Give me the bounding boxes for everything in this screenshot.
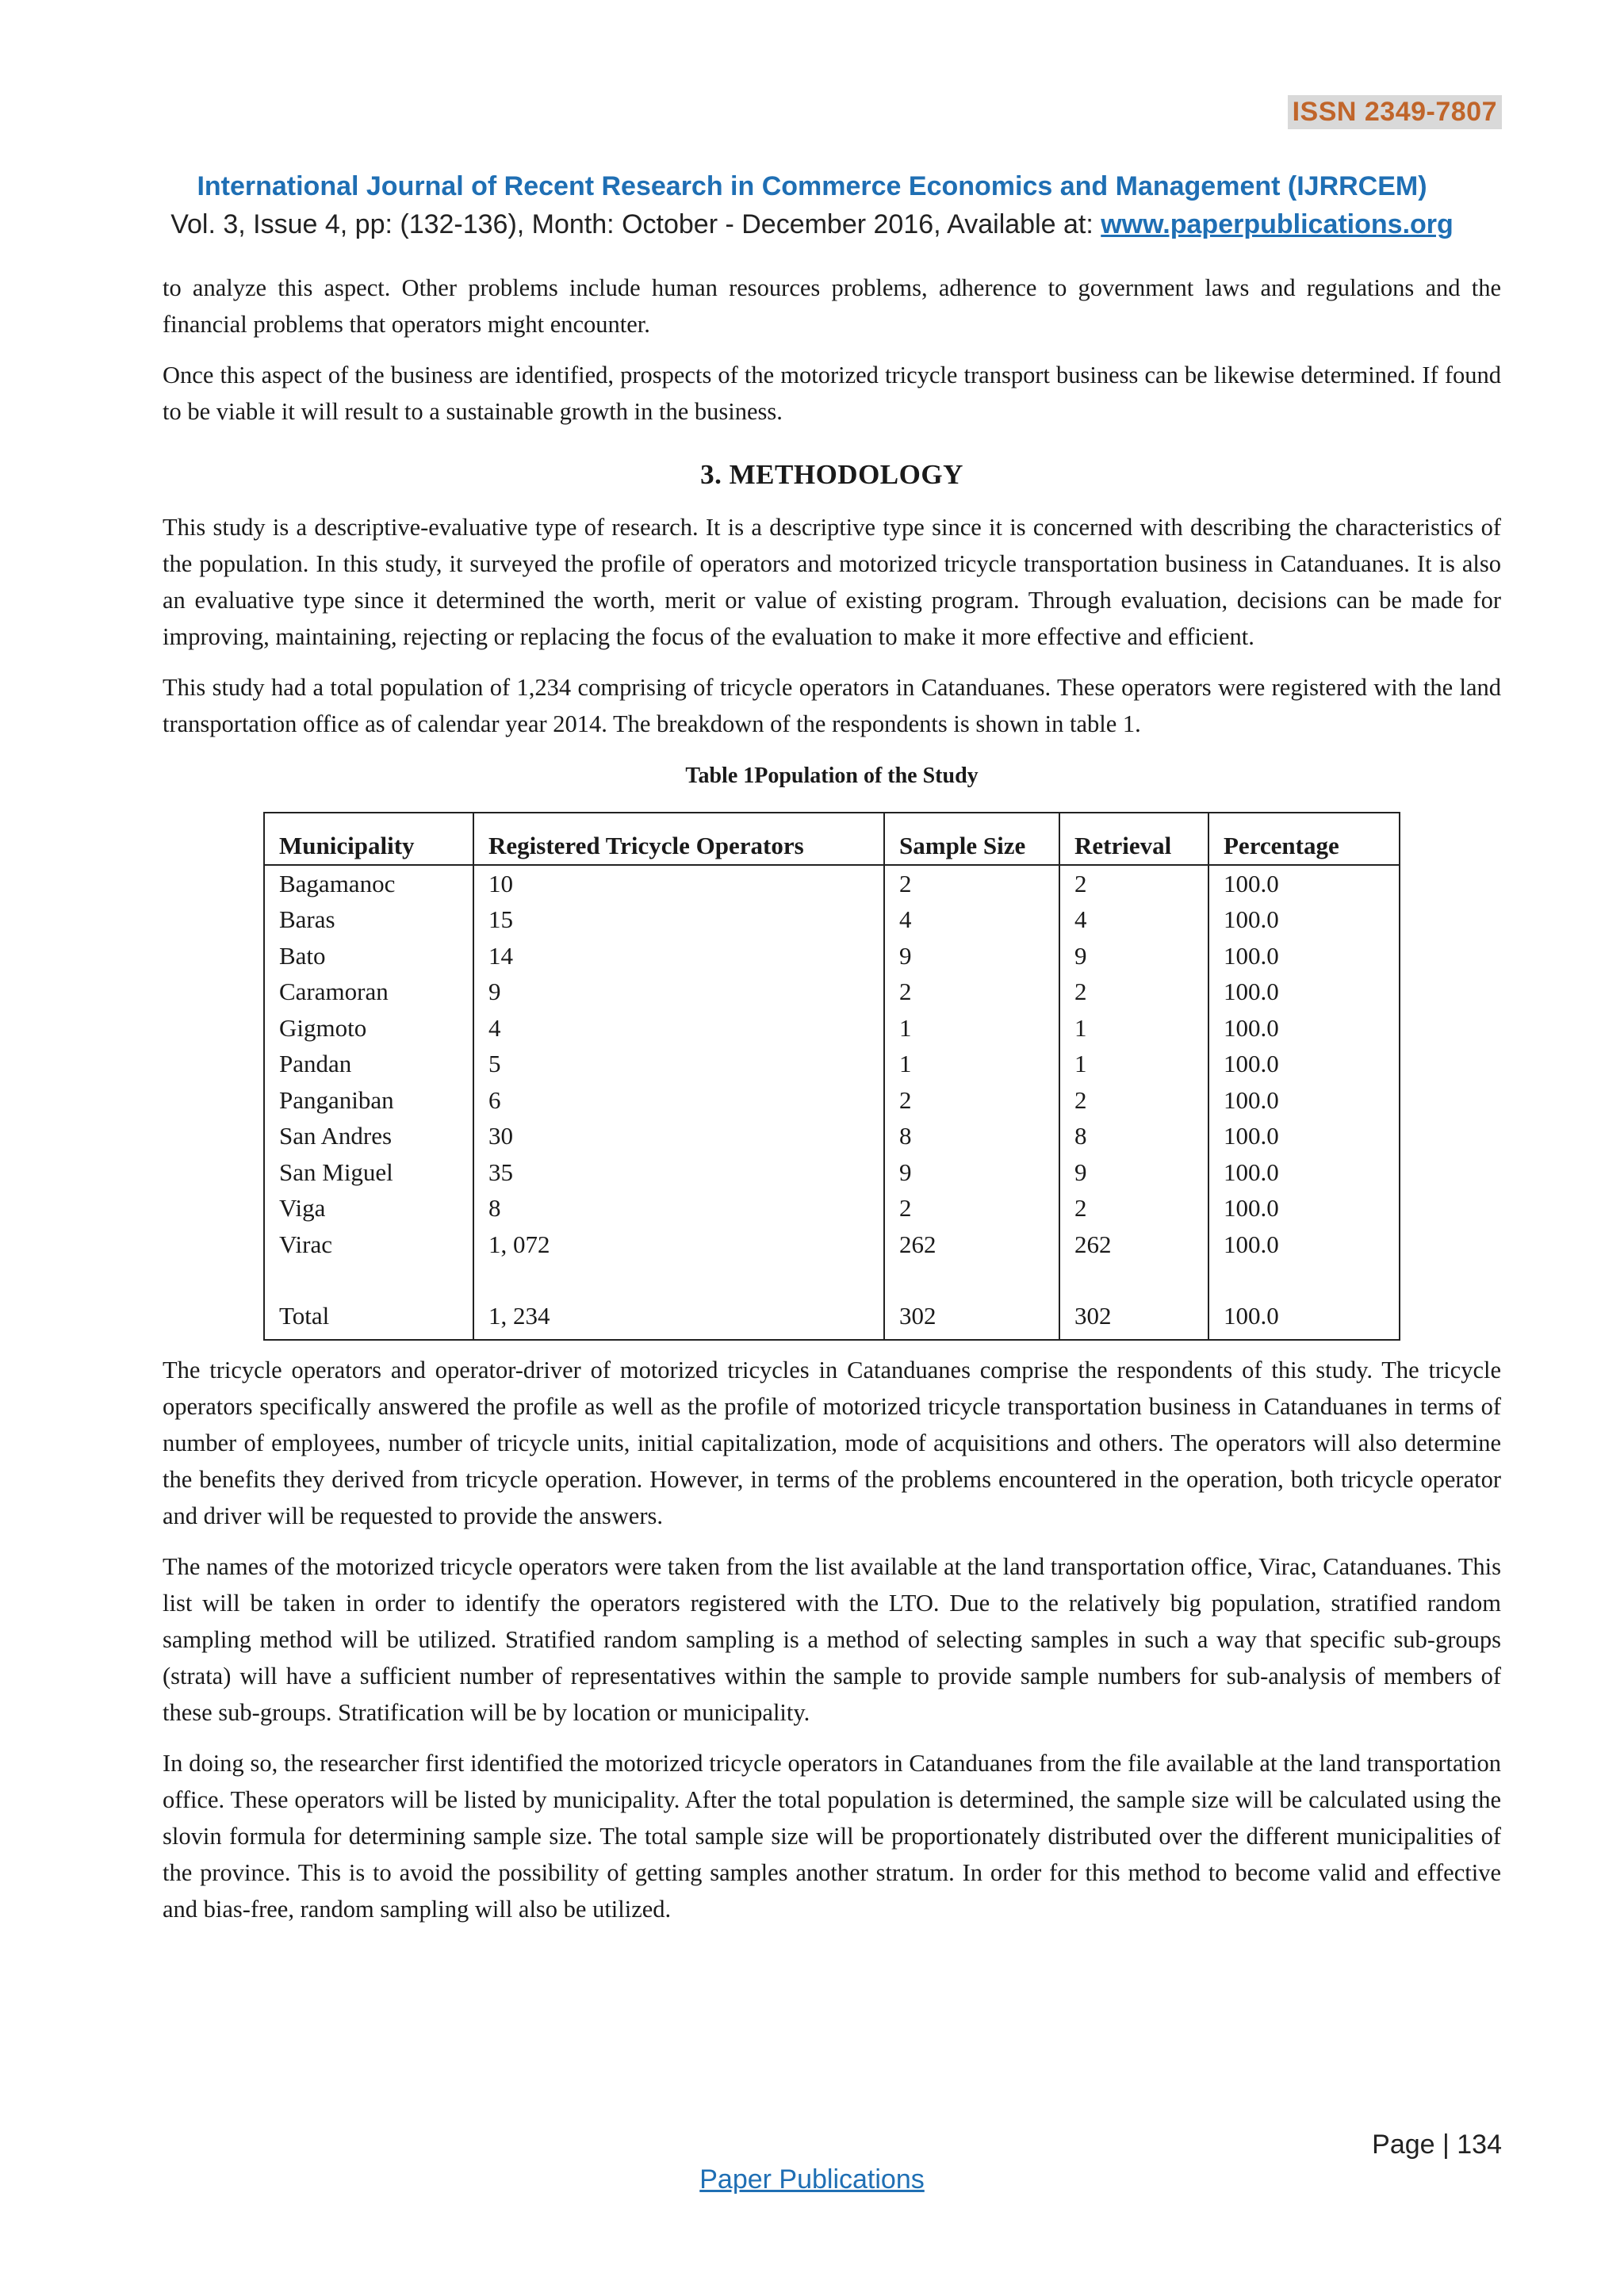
paragraph-4: This study had a total population of 1,234 comprising of tricycle operators in Catanduanes. These operators were registered with the land transportation office as of calendar year 2014. The breakdown of the respondents is shown in table 1. xyxy=(163,674,1501,737)
cell-retrieval: 2 xyxy=(1059,1082,1208,1119)
journal-website-link[interactable]: www.paperpublications.org xyxy=(1101,209,1454,239)
cell-sample: 2 xyxy=(884,1190,1059,1226)
cell-total-percentage: 100.0 xyxy=(1208,1298,1400,1340)
cell-registered: 30 xyxy=(473,1118,884,1154)
volume-info: Vol. 3, Issue 4, pp: (132-136), Month: October - December 2016, Available at: xyxy=(170,209,1101,239)
cell-municipality: San Andres xyxy=(264,1118,473,1154)
cell-registered: 4 xyxy=(473,1010,884,1047)
cell-municipality: San Miguel xyxy=(264,1154,473,1191)
cell-total-label: Total xyxy=(264,1298,473,1340)
spacer-cell xyxy=(473,1262,884,1298)
section-heading-methodology: 3. METHODOLOGY xyxy=(700,459,963,490)
paragraph-5: The tricycle operators and operator-driver of motorized tricycles in Catanduanes comprise the respondents of this study. The tricycle operators specifically answered the profile as well as the profile of motorized tricycle transportation business in Catanduanes in terms of number of employees, number of tricycle units, initial capitalization, mode of acquisitions and others. The operators will also determine the benefits they derived from tricycle operation. However, in terms of the problems encountered in the operation, both tricycle operator and driver will be requested to provide the answers. xyxy=(163,1356,1501,1529)
cell-municipality: Panganiban xyxy=(264,1082,473,1119)
table-caption: Table 1Population of the Study xyxy=(685,763,979,788)
header-sample-size: Sample Size xyxy=(884,813,1059,865)
cell-total-registered: 1, 234 xyxy=(473,1298,884,1340)
cell-percentage: 100.0 xyxy=(1208,1046,1400,1082)
cell-retrieval: 2 xyxy=(1059,974,1208,1010)
cell-sample: 9 xyxy=(884,938,1059,974)
table-row xyxy=(264,938,1400,974)
cell-retrieval: 2 xyxy=(1059,865,1208,902)
cell-registered: 10 xyxy=(473,865,884,902)
cell-municipality: Bato xyxy=(264,938,473,974)
table-row xyxy=(264,1154,1400,1191)
cell-municipality: Baras xyxy=(264,901,473,938)
cell-percentage: 100.0 xyxy=(1208,1154,1400,1191)
cell-registered: 35 xyxy=(473,1154,884,1191)
cell-percentage: 100.0 xyxy=(1208,1010,1400,1047)
table-row xyxy=(264,901,1400,938)
publisher-footer-link[interactable]: Paper Publications xyxy=(699,2164,925,2195)
spacer-cell xyxy=(264,1262,473,1298)
cell-percentage: 100.0 xyxy=(1208,1082,1400,1119)
paragraph-7: In doing so, the researcher first identified the motorized tricycle operators in Catanduanes from the file available at the land transportation office. These operators will be listed by municipality. After the total population is determined, the sample size will be calculated using the slovin formula for determining sample size. The total sample size will be proportionately distributed over the different municipalities of the province. This is to avoid the possibility of getting samples another stratum. In order for this method to become valid and effective and bias-free, random sampling will also be utilized. xyxy=(163,1749,1501,1923)
cell-retrieval: 9 xyxy=(1059,1154,1208,1191)
cell-municipality: Virac xyxy=(264,1226,473,1263)
spacer-cell xyxy=(1208,1262,1400,1298)
cell-percentage: 100.0 xyxy=(1208,974,1400,1010)
cell-retrieval: 2 xyxy=(1059,1190,1208,1226)
cell-retrieval: 9 xyxy=(1059,938,1208,974)
cell-registered: 14 xyxy=(473,938,884,974)
table-total-row xyxy=(264,1298,1400,1340)
cell-registered: 8 xyxy=(473,1190,884,1226)
paragraph-1: to analyze this aspect. Other problems include human resources problems, adherence to government laws and regulations and the financial problems that operators might encounter. xyxy=(163,274,1501,338)
cell-sample: 1 xyxy=(884,1046,1059,1082)
table-header-row xyxy=(264,813,1400,865)
table-row xyxy=(264,1082,1400,1119)
paragraph-2: Once this aspect of the business are identified, prospects of the motorized tricycle transport business can be likewise determined. If found to be viable it will result to a sustainable growth in the business. xyxy=(163,362,1501,425)
cell-sample: 8 xyxy=(884,1118,1059,1154)
journal-volume-line xyxy=(0,209,1624,240)
spacer-cell xyxy=(884,1262,1059,1298)
cell-retrieval: 8 xyxy=(1059,1118,1208,1154)
cell-sample: 262 xyxy=(884,1226,1059,1263)
table-row xyxy=(264,1190,1400,1226)
cell-percentage: 100.0 xyxy=(1208,1226,1400,1263)
table-row xyxy=(264,865,1400,902)
cell-registered: 6 xyxy=(473,1082,884,1119)
cell-municipality: Gigmoto xyxy=(264,1010,473,1047)
cell-total-sample: 302 xyxy=(884,1298,1059,1340)
population-table xyxy=(263,812,1400,1341)
table-row xyxy=(264,1046,1400,1082)
article-body xyxy=(163,270,1501,1942)
table-row xyxy=(264,1010,1400,1047)
cell-retrieval: 262 xyxy=(1059,1226,1208,1263)
cell-registered: 5 xyxy=(473,1046,884,1082)
cell-percentage: 100.0 xyxy=(1208,1118,1400,1154)
cell-retrieval: 1 xyxy=(1059,1010,1208,1047)
spacer-cell xyxy=(1059,1262,1208,1298)
cell-percentage: 100.0 xyxy=(1208,1190,1400,1226)
cell-municipality: Viga xyxy=(264,1190,473,1226)
table-row xyxy=(264,1226,1400,1263)
cell-total-retrieval: 302 xyxy=(1059,1298,1208,1340)
cell-percentage: 100.0 xyxy=(1208,865,1400,902)
page-number: Page | 134 xyxy=(1372,2130,1502,2160)
cell-municipality: Pandan xyxy=(264,1046,473,1082)
header-retrieval: Retrieval xyxy=(1059,813,1208,865)
cell-sample: 2 xyxy=(884,1082,1059,1119)
cell-registered: 15 xyxy=(473,901,884,938)
cell-retrieval: 1 xyxy=(1059,1046,1208,1082)
cell-percentage: 100.0 xyxy=(1208,901,1400,938)
cell-registered: 1, 072 xyxy=(473,1226,884,1263)
issn-badge: ISSN 2349-7807 xyxy=(1288,95,1502,129)
cell-sample: 2 xyxy=(884,974,1059,1010)
cell-percentage: 100.0 xyxy=(1208,938,1400,974)
paragraph-6: The names of the motorized tricycle operators were taken from the list available at the land transportation office, Virac, Catanduanes. This list will be taken in order to identify the operators registered with the LTO. Due to the relatively big population, stratified random sampling method will be utilized. Stratified random sampling is a method of selecting samples in such a way that specific sub-groups (strata) will have a sufficient number of representatives within the sample to provide sample numbers for sub-analysis of members of these sub-groups. Stratification will be by location or municipality. xyxy=(163,1552,1501,1726)
cell-sample: 4 xyxy=(884,901,1059,938)
cell-retrieval: 4 xyxy=(1059,901,1208,938)
table-row xyxy=(264,1118,1400,1154)
header-municipality: Municipality xyxy=(264,813,473,865)
cell-municipality: Caramoran xyxy=(264,974,473,1010)
paragraph-3: This study is a descriptive-evaluative type of research. It is a descriptive type since it is concerned with describing the characteristics of the population. In this study, it surveyed the profile of operators and motorized tricycle transportation business in Catanduanes. It is also an evaluative type since it determined the worth, merit or value of existing program. Through evaluation, decisions can be made for improving, maintaining, rejecting or replacing the focus of the evaluation to make it more effective and efficient. xyxy=(163,514,1501,650)
cell-registered: 9 xyxy=(473,974,884,1010)
cell-sample: 2 xyxy=(884,865,1059,902)
header-registered-operators: Registered Tricycle Operators xyxy=(473,813,884,865)
cell-municipality: Bagamanoc xyxy=(264,865,473,902)
cell-sample: 1 xyxy=(884,1010,1059,1047)
table-row xyxy=(264,974,1400,1010)
table-spacer-row xyxy=(264,1262,1400,1298)
journal-title: International Journal of Recent Research in Commerce Economics and Management (IJRRCEM) xyxy=(197,171,1427,201)
cell-sample: 9 xyxy=(884,1154,1059,1191)
header-percentage: Percentage xyxy=(1208,813,1400,865)
